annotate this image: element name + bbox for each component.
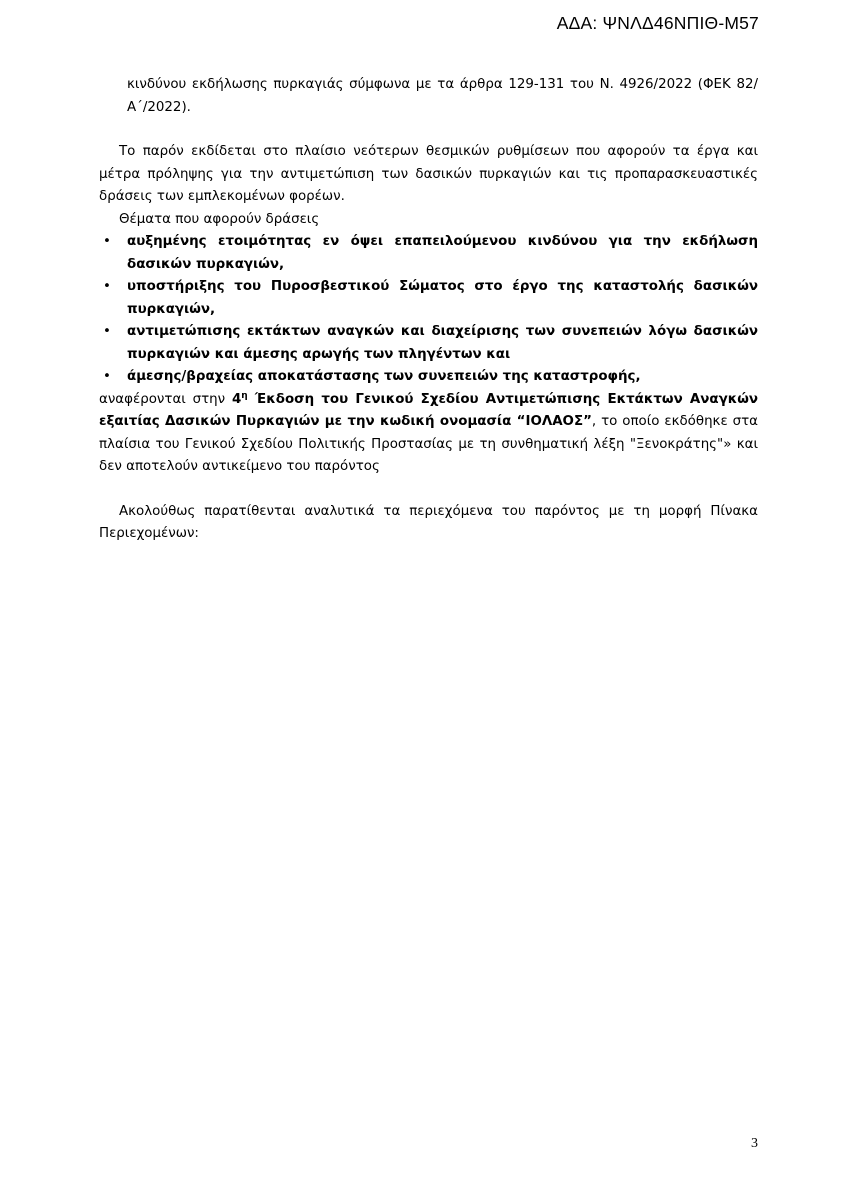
spacer (99, 119, 758, 141)
plan-title: Έκδοση του Γενικού Σχεδίου Αντιμετώπισης Εκτάκτων Αναγκών εξαιτίας Δασικών Πυρκαγιών με την κωδική ονομασία “ΙΟΛΑΟΣ” (99, 391, 758, 429)
list-item (99, 366, 758, 389)
list-item (99, 321, 758, 366)
bullet-icon: • (103, 279, 111, 294)
reference-text-lead: αναφέρονται στην (99, 391, 232, 407)
edition-ordinal: η (241, 390, 248, 401)
topics-list (99, 231, 758, 389)
list-item (99, 276, 758, 321)
list-item-text: αυξημένης ετοιμότητας εν όψει επαπειλούμενου κινδύνου για την εκδήλωση δασικών πυρκαγιών, (127, 234, 758, 272)
bullet-icon: • (103, 324, 111, 339)
continuation-paragraph: κινδύνου εκδήλωσης πυρκαγιάς σύμφωνα με τα άρθρα 129-131 του Ν. 4926/2022 (ΦΕΚ 82/Α΄/2022). (127, 77, 758, 115)
list-item (99, 231, 758, 276)
ada-code: ΑΔΑ: ΨΝΛΔ46ΝΠΙΘ-Μ57 (556, 13, 759, 33)
document-body (99, 74, 758, 546)
bullet-icon: • (103, 369, 111, 384)
spacer (99, 479, 758, 501)
reference-text-tail: , το οποίο εκδόθηκε στα πλαίσια του Γενικού Σχεδίου Πολιτικής Προστασίας με τη συνθηματική λέξη "Ξενοκράτης"» και δεν αποτελούν αντικείμενο του παρόντος (99, 414, 758, 474)
intro-paragraph: Το παρόν εκδίδεται στο πλαίσιο νεότερων θεσμικών ρυθμίσεων που αφορούν τα έργα και μέτρα πρόληψης για την αντιμετώπιση των δασικών πυρκαγιών και τις προπαρασκευαστικές δράσεις των εμπλεκομένων φορέων. (99, 144, 758, 204)
list-item-text: αντιμετώπισης εκτάκτων αναγκών και διαχείρισης των συνεπειών λόγω δασικών πυρκαγιών και άμεσης αρωγής των πληγέντων και (127, 324, 758, 362)
topics-heading: Θέματα που αφορούν δράσεις (119, 211, 320, 227)
page-number: 3 (751, 1136, 758, 1151)
closing-paragraph: Ακολούθως παρατίθενται αναλυτικά τα περιεχόμενα του παρόντος με τη μορφή Πίνακα Περιεχομένων: (99, 503, 758, 541)
reference-paragraph (99, 389, 758, 479)
list-item-text: υποστήριξης του Πυροσβεστικού Σώματος στο έργο της καταστολής δασικών πυρκαγιών, (127, 279, 758, 317)
bullet-icon: • (103, 234, 111, 249)
edition-number: 4 (231, 391, 242, 407)
list-item-text: άμεσης/βραχείας αποκατάστασης των συνεπειών της καταστροφής, (127, 369, 641, 384)
